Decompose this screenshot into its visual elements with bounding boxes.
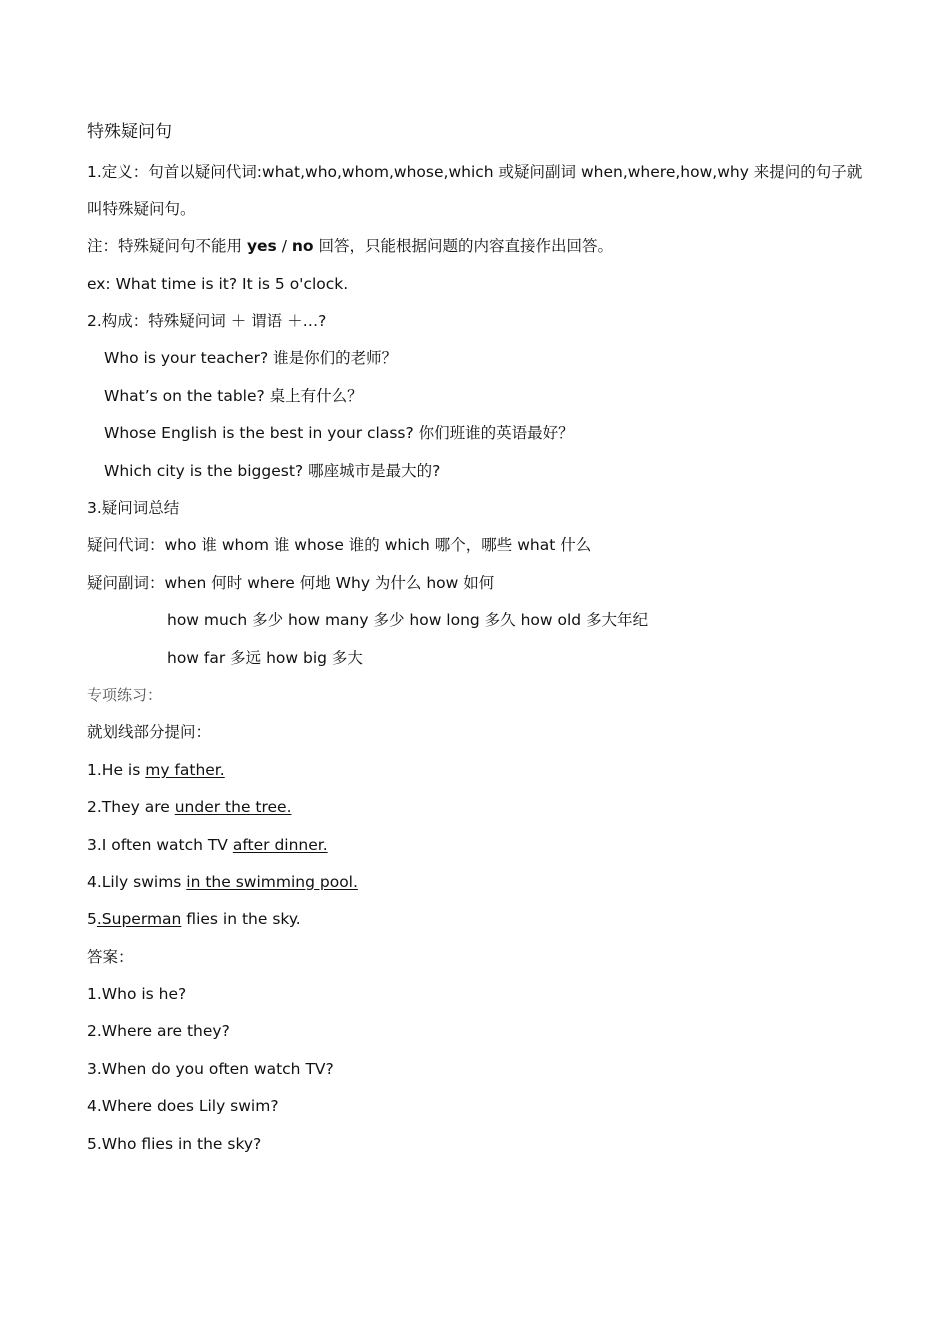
answer-item: 5.Who flies in the sky? (87, 1135, 262, 1153)
practice-item-text: 4.Lily swims (87, 873, 187, 891)
practice-item-text: 1.He is (87, 761, 146, 779)
structure-heading: 2.构成：特殊疑问词 ＋ 谓语 ＋…? (87, 312, 327, 330)
practice-item (87, 760, 225, 780)
example-line: ex: What time is it? It is 5 o'clock. (87, 275, 349, 293)
structure-example-3: Whose English is the best in your class? 你们班谁的英语最好？ (104, 424, 574, 442)
note-suffix: 回答，只能根据问题的内容直接作出回答。 (313, 237, 613, 255)
note-no: no (291, 237, 314, 255)
practice-item (87, 872, 358, 892)
answer-item: 3.When do you often watch TV? (87, 1060, 334, 1078)
practice-item-text: 2.They are (87, 798, 175, 816)
answers-heading: 答案： (87, 948, 134, 966)
note-line (87, 236, 613, 256)
practice-item-underlined: .Superman (96, 910, 182, 928)
practice-item-text: 5 (87, 910, 97, 928)
summary-heading: 3.疑问词总结 (87, 499, 180, 517)
answer-item: 2.Where are they? (87, 1022, 230, 1040)
page-title: 特殊疑问句 (87, 122, 172, 142)
note-yes: yes (246, 237, 277, 255)
practice-item (87, 797, 292, 817)
practice-instruction: 就划线部分提问： (87, 723, 212, 741)
summary-pronouns: 疑问代词：who 谁 whom 谁 whose 谁的 which 哪个，哪些 what 什么 (87, 536, 592, 554)
note-prefix: 注：特殊疑问句不能用 (87, 237, 247, 255)
definition-line-1: 1.定义：句首以疑问代词:what,who,whom,whose,which 或疑问副词 when,where,how,why 来提问的句子就 (87, 163, 863, 181)
answer-item: 4.Where does Lily swim? (87, 1097, 279, 1115)
practice-item-rest: flies in the sky. (181, 910, 301, 928)
practice-item-underlined: after dinner. (232, 836, 328, 854)
practice-item (87, 835, 328, 855)
practice-item-underlined: in the swimming pool. (186, 873, 358, 891)
practice-item-underlined: under the tree. (174, 798, 292, 816)
note-slash: / (276, 237, 292, 255)
practice-item-text: 3.I often watch TV (87, 836, 233, 854)
structure-example-2: What’s on the table? 桌上有什么？ (104, 387, 363, 405)
answer-item: 1.Who is he? (87, 985, 187, 1003)
summary-adverbs-3: how far 多远 how big 多大 (167, 649, 363, 667)
practice-heading: 专项练习： (87, 686, 163, 704)
definition-line-2: 叫特殊疑问句。 (87, 200, 196, 218)
practice-item-underlined: my father. (145, 761, 225, 779)
structure-example-1: Who is your teacher? 谁是你们的老师？ (104, 349, 398, 367)
structure-example-4: Which city is the biggest? 哪座城市是最大的? (104, 462, 441, 480)
practice-item (87, 909, 301, 929)
summary-adverbs-2: how much 多少 how many 多少 how long 多久 how old 多大年纪 (167, 611, 649, 629)
summary-adverbs: 疑问副词：when 何时 where 何地 Why 为什么 how 如何 (87, 574, 495, 592)
